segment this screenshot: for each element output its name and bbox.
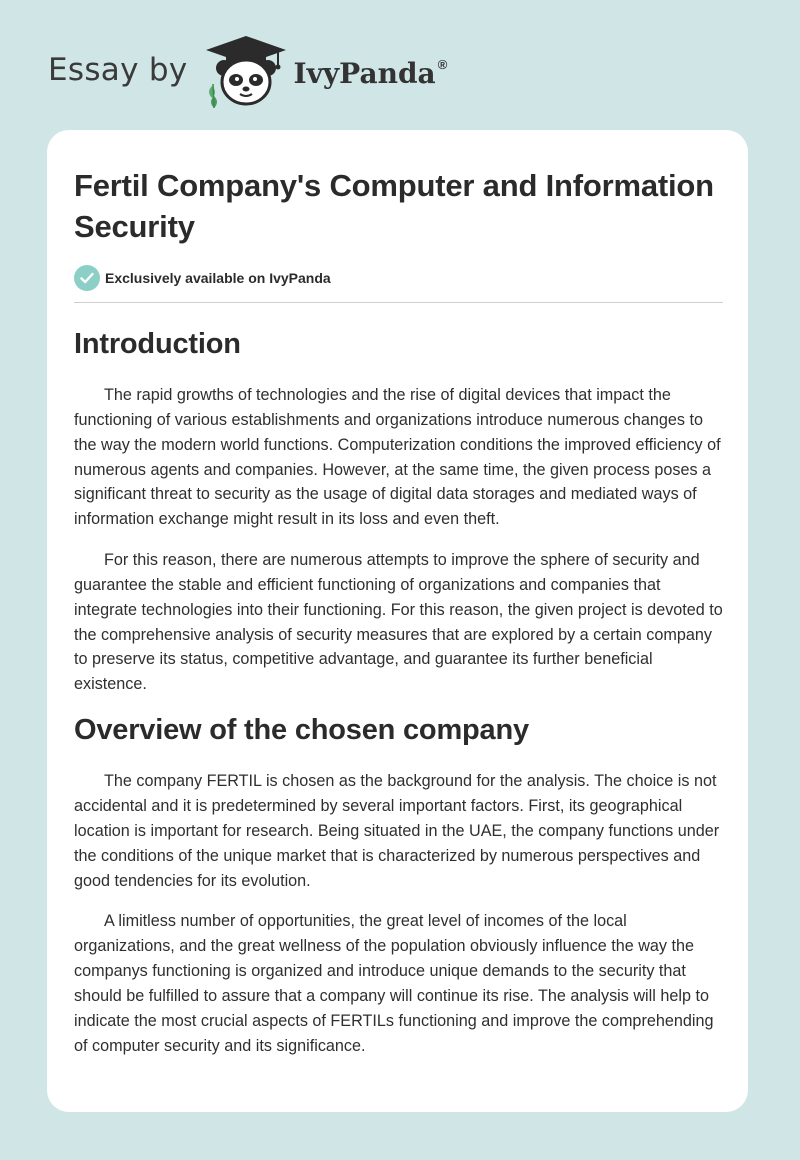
exclusive-badge: [74, 265, 723, 291]
article-content: [74, 130, 723, 1058]
registered-mark: ®: [437, 56, 448, 72]
paragraph: A limitless number of opportunities, the great level of incomes of the local organizations, and the great wellness of the population obviously influence the way the companys functioning is organized and introduce unique demands to the security that should be fulfilled to assure that a company will continue its rise. The analysis will help to indicate the most crucial aspects of FERTILs functioning and improve the comprehending of computer security and its significance.: [74, 912, 714, 1055]
site-header: [48, 34, 447, 108]
brand-name[interactable]: IvyPanda ®: [293, 56, 448, 90]
exclusive-text: Exclusively available on IvyPanda: [105, 270, 331, 286]
panda-graduate-icon[interactable]: [202, 34, 290, 108]
essay-by-label: Essay by: [48, 52, 188, 88]
paragraph: For this reason, there are numerous attempts to improve the sphere of security and guarantee the stable and efficient functioning of organizations and companies that integrate technologies into their functioning. For this reason, the given project is devoted to the comprehensive analysis of security measures that are explored by a certain company to preserve its status, competitive advantage, and guarantee its further beneficial existence.: [74, 551, 723, 694]
article-title: Fertil Company's Computer and Information Security: [74, 168, 714, 244]
paragraph: The company FERTIL is chosen as the background for the analysis. The choice is not accidental and it is predetermined by several important factors. First, its geographical location is important for research. Being situated in the UAE, the company functions under the conditions of the unique market that is characterized by numerous perspectives and good tendencies for its evolution.: [74, 772, 720, 890]
section-heading-overview: Overview of the chosen company: [74, 714, 529, 747]
divider: [74, 302, 723, 303]
section-heading-introduction: Introduction: [74, 328, 241, 360]
check-icon: [74, 265, 100, 291]
paragraph: The rapid growths of technologies and the rise of digital devices that impact the functioning of various establishments and organizations introduce numerous changes to the way the modern world functions. Computerization conditions the improved efficiency of numerous agents and companies. However, at the same time, the given process poses a significant threat to security as the usage of digital data storages and mediated ways of information exchange might result in its loss and even theft.: [74, 386, 721, 529]
article-card: [47, 130, 748, 1112]
